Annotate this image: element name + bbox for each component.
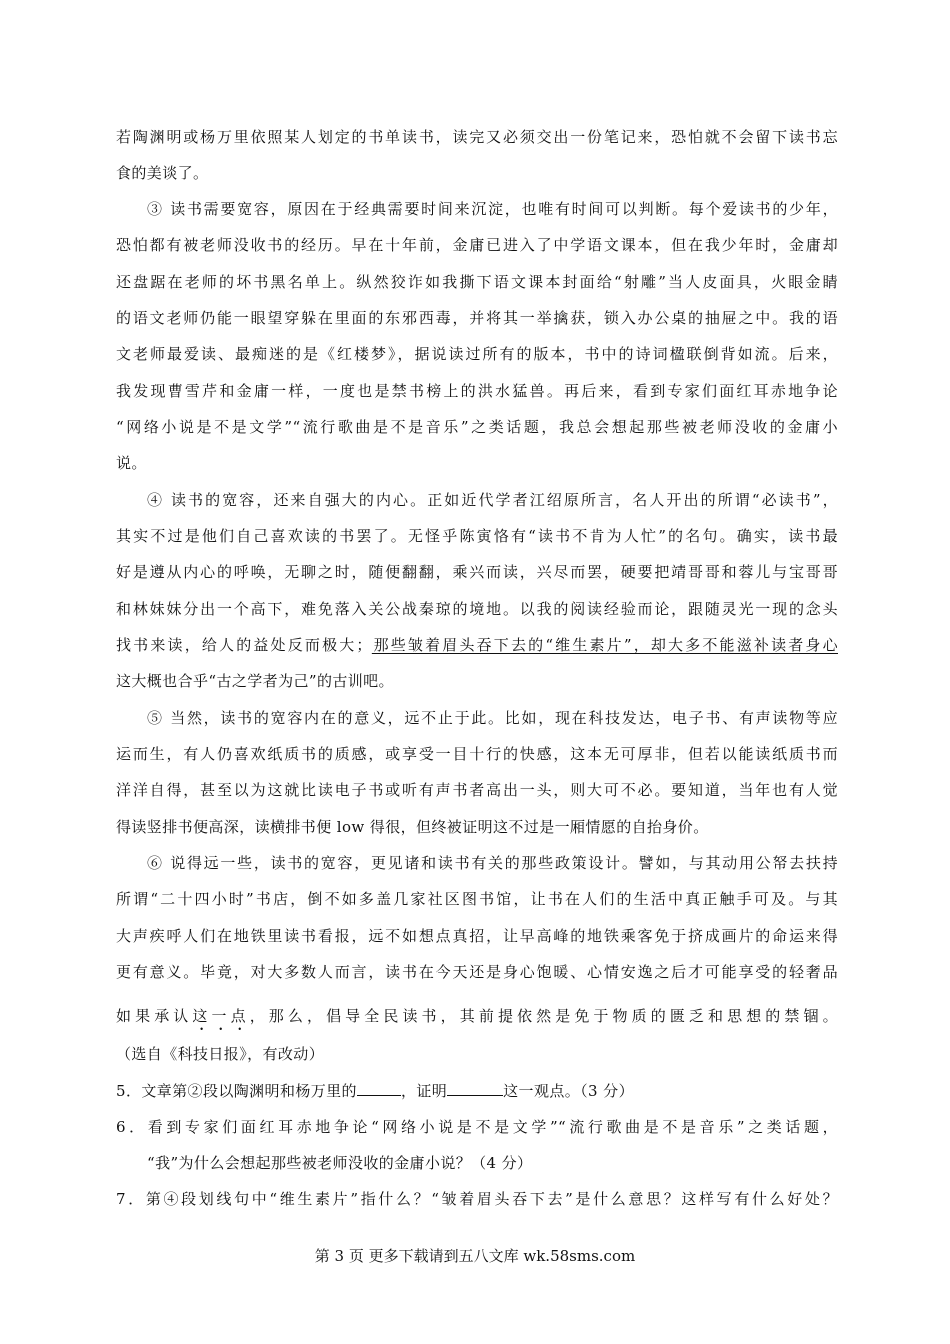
answer-blank-1[interactable]: [357, 1080, 401, 1096]
answer-blank-2[interactable]: [447, 1080, 503, 1096]
paragraph-6-text-after: ，那么，倡导全民读书，其前提依然是免于物质的匮乏和思想的禁锢。: [249, 1007, 838, 1025]
paragraph-4-line-2: 其实不过是他们自己喜欢读的书罢了。无怪乎陈寅恪有“读书不肯为人忙”的名句。确实，读书最: [116, 527, 838, 545]
source-citation: （选自《科技日报》，有改动）: [116, 1045, 325, 1063]
paragraph-4-line-6: 这大概也合乎“古之学者为己”的古训吧。: [116, 672, 394, 690]
paragraph-3-line-1: ③ 读书需要宽容，原因在于经典需要时间来沉淀，也唯有时间可以判断。每个爱读书的少年，: [147, 200, 838, 218]
paragraph-4-line-1: ④ 读书的宽容，还来自强大的内心。正如近代学者江绍原所言，名人开出的所谓“必读书”，: [147, 491, 838, 509]
question-5-suffix: 这一观点。（3 分）: [503, 1082, 634, 1100]
paragraph-3-line-6: 我发现曹雪芹和金庸一样，一度也是禁书榜上的洪水猛兽。再后来，看到专家们面红耳赤地争论: [116, 382, 838, 400]
paragraph-2-line-2: 食的美谈了。: [116, 164, 209, 182]
paragraph-6-line-4: 更有意义。毕竟，对大多数人而言，读书在今天还是身心饱暖、心情安逸之后才可能享受的轻奢品: [116, 963, 838, 981]
paragraph-4-line-3: 好是遵从内心的呼唤，无聊之时，随便翻翻，乘兴而读，兴尽而罢，硬要把靖哥哥和蓉儿与宝哥哥: [116, 563, 838, 581]
question-6-line-1: 6．看到专家们面红耳赤地争论“网络小说是不是文学”“流行歌曲是不是音乐”之类话题，: [116, 1118, 838, 1136]
paragraph-5-line-1: ⑤ 当然，读书的宽容内在的意义，远不止于此。比如，现在科技发达，电子书、有声读物等应: [147, 709, 838, 727]
paragraph-2-line-1: 若陶渊明或杨万里依照某人划定的书单读书，读完又必须交出一份笔记来，恐怕就不会留下读书忘: [116, 128, 838, 146]
dotted-emphasis-text: 这一点: [192, 1007, 250, 1025]
underlined-sentence: 那些皱着眉头吞下去的“维生素片”，却大多不能滋补读者身心: [371, 636, 838, 654]
paragraph-3-line-4: 的语文老师仍能一眼望穿躲在里面的东邪西毒，并将其一举擒获，锁入办公桌的抽屉之中。我的语: [116, 309, 838, 327]
paragraph-3-line-5: 文老师最爱读、最痴迷的是《红楼梦》，据说读过所有的版本，书中的诗词楹联倒背如流。后来，: [116, 345, 838, 363]
paragraph-3-line-3: 还盘踞在老师的坏书黑名单上。纵然狡诈如我撕下语文课本封面给“射雕”当人皮面具，火眼金睛: [116, 273, 838, 291]
paragraph-6-line-1: ⑥ 说得远一些，读书的宽容，更见诸和读书有关的那些政策设计。譬如，与其动用公帑去扶持: [147, 854, 838, 872]
paragraph-5-line-3: 洋洋自得，甚至以为这就比读电子书或听有声书者高出一头，则大可不必。要知道，当年也有人觉: [116, 781, 838, 799]
question-6-line-2: “我”为什么会想起那些被老师没收的金庸小说？（4 分）: [147, 1154, 533, 1172]
question-5-prefix: 5．文章第②段以陶渊明和杨万里的: [116, 1082, 357, 1100]
paragraph-6-line-3: 大声疾呼人们在地铁里读书看报，远不如想点真招，让早高峰的地铁乘客免于挤成画片的命运来得: [116, 927, 838, 945]
paragraph-6-text-before: 如果承认: [116, 1007, 193, 1025]
paragraph-4-plain-text: 找书来读，给人的益处反而极大；: [116, 636, 372, 654]
paragraph-4-line-4: 和林妹妹分出一个高下，难免落入关公战秦琼的境地。以我的阅读经验而论，跟随灵光一现的念头: [116, 600, 838, 618]
paragraph-6-line-2: 所谓“二十四小时”书店，倒不如多盖几家社区图书馆，让书在人们的生活中真正触手可及。与其: [116, 890, 838, 908]
paragraph-4-line-5: [116, 635, 838, 655]
page-footer: 第 3 页 更多下载请到五八文库 wk.58sms.com: [314, 1247, 636, 1265]
question-5-middle: ，证明: [400, 1082, 448, 1100]
question-7: 7．第④段划线句中“维生素片”指什么？“皱着眉头吞下去”是什么意思？这样写有什么好处？: [116, 1190, 838, 1208]
paragraph-3-line-8: 说。: [116, 454, 147, 472]
paragraph-3-line-7: “网络小说是不是文学”“流行歌曲是不是音乐”之类话题，我总会想起那些被老师没收的金庸小: [116, 418, 838, 436]
paragraph-5-line-4: 得读竖排书便高深，读横排书便 low 得很，但终被证明这不过是一厢情愿的自抬身价。: [116, 818, 709, 836]
paragraph-3-line-2: 恐怕都有被老师没收书的经历。早在十年前，金庸已进入了中学语文课本，但在我少年时，金庸却: [116, 236, 838, 254]
paragraph-5-line-2: 运而生，有人仍喜欢纸质书的质感，或享受一目十行的快感，这本无可厚非，但若以能读纸质书而: [116, 745, 838, 763]
question-5: [116, 1080, 838, 1101]
paragraph-6-line-5: [116, 1006, 838, 1034]
